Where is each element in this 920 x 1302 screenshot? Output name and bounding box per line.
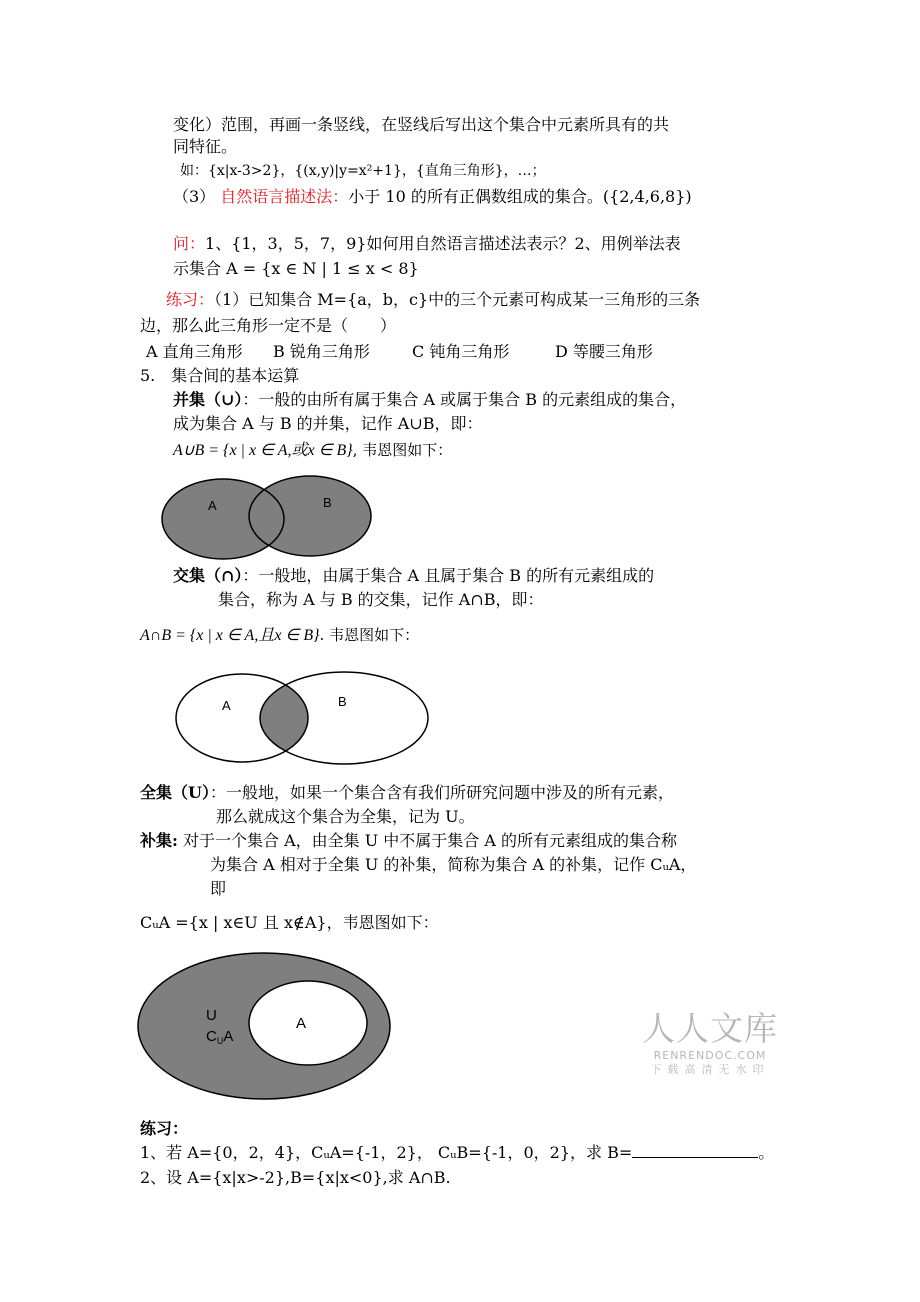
exercise-label: 练习： (166, 290, 215, 309)
question-label: 问： (173, 234, 206, 253)
venn-label-c-a: A (223, 1028, 234, 1045)
practice-item-1 (140, 1142, 774, 1164)
text-span: 小于 10 的所有正偶数组成的集合。({2,4,6,8}) (348, 187, 692, 206)
venn-union-label-a: A (208, 498, 217, 513)
text-line (140, 624, 419, 647)
text-line: 边，那么此三角形一定不是（ ） (140, 316, 397, 335)
text-span: ：一般地，由属于集合 A 且属于集合 B 的所有元素组成的 (242, 566, 655, 585)
text-line: 同特征。 (173, 137, 238, 156)
text-line: 那么就成这个集合为全集，记为 U。 (216, 807, 475, 826)
intersection-formula: A∩B = {x | x ∈ A,且x ∈ B} (140, 627, 320, 644)
text-line: 为集合 A 相对于全集 U 的补集，简称为集合 A 的补集，记作 CᵤA， (210, 855, 697, 874)
text-span: 对于一个集合 A，由全集 U 中不属于集合 A 的所有元素组成的集合称 (177, 831, 678, 850)
text-span: , 韦恩图如下： (352, 441, 453, 459)
venn-complement (136, 950, 394, 1102)
text-span: 1、若 A={0，2，4}，CᵤA={-1，2}， CᵤB={-1，0，2}，求 B= (140, 1143, 633, 1162)
option-d: D 等腰三角形 (555, 342, 653, 361)
term-complement: 补集: (140, 831, 178, 850)
option-c: C 钝角三角形 (412, 342, 510, 361)
venn-set-a (249, 981, 367, 1065)
venn-union-label-b: B (323, 495, 332, 510)
text-line: 如：{x|x-3>2}，{(x,y)|y=x²+1}，{直角三角形}，…； (180, 163, 546, 179)
venn-intersection-label-a: A (222, 698, 231, 713)
venn-union (160, 476, 374, 562)
term-natural-language: 自然语言描述法： (220, 187, 349, 206)
text-span: 。 (758, 1143, 775, 1162)
text-line (173, 389, 686, 411)
watermark-site: RENRENDOC.COM (653, 1049, 767, 1062)
text-span: . 韦恩图如下： (319, 626, 420, 644)
text-line: 成为集合 A 与 B 的并集，记作 A∪B，即： (173, 414, 483, 433)
venn-intersection (174, 670, 432, 766)
section-heading: 5. 集合间的基本运算 (140, 366, 300, 385)
venn-label-c: C (206, 1028, 217, 1045)
text-line (140, 830, 677, 852)
option-a: A 直角三角形 (146, 342, 243, 361)
text-line (140, 782, 674, 804)
complement-formula: CᵤA ={x | x∈U 且 x∉A}，韦恩图如下： (140, 913, 439, 932)
venn-label-c-sub: U (216, 1036, 224, 1046)
text-span: 1、{1，3，5，7，9}如何用自然语言描述法表示？2、用例举法表 (205, 234, 681, 253)
union-formula: A∪B = {x | x ∈ A,或x ∈ B} (173, 442, 353, 459)
answer-blank[interactable] (632, 1143, 758, 1158)
exercise-line (166, 289, 700, 311)
text-line (173, 565, 654, 587)
text-line (173, 439, 452, 462)
watermark-slogan: 下载高清无水印 (650, 1063, 770, 1076)
term-union: 并集（∪） (173, 390, 243, 409)
term-intersection: 交集（∩） (173, 566, 243, 585)
venn-label-a: A (296, 1015, 307, 1032)
venn-intersection-label-b: B (338, 694, 347, 709)
practice-heading: 练习： (140, 1119, 189, 1138)
question-line: 示集合 A = {x ∈ N | 1 ≤ x < 8} (173, 259, 419, 278)
venn-label-u: U (206, 1007, 217, 1024)
text-line: 集合，称为 A 与 B 的交集，记作 A∩B，即： (218, 590, 544, 609)
text-span: （1）已知集合 M={a，b，c}中的三个元素可构成某一三角形的三条 (214, 290, 701, 309)
term-universal-set: 全集（U） (140, 783, 210, 802)
text-line: 变化）范围，再画一条竖线，在竖线后写出这个集合中元素所具有的共 (173, 115, 670, 134)
text-line: 即 (210, 879, 227, 898)
watermark-title: 人人文库 (642, 1009, 778, 1048)
practice-item-2: 2、设 A={x|x>-2},B={x|x<0},求 A∩B. (140, 1168, 451, 1187)
text-span: ：一般的由所有属于集合 A 或属于集合 B 的元素组成的集合， (242, 390, 687, 409)
text-span: ：一般地，如果一个集合含有我们所研究问题中涉及的所有元素， (209, 783, 674, 802)
item-number: （3） (173, 187, 216, 206)
option-b: B 锐角三角形 (273, 342, 370, 361)
text-line (173, 186, 692, 208)
question-line (173, 233, 681, 255)
